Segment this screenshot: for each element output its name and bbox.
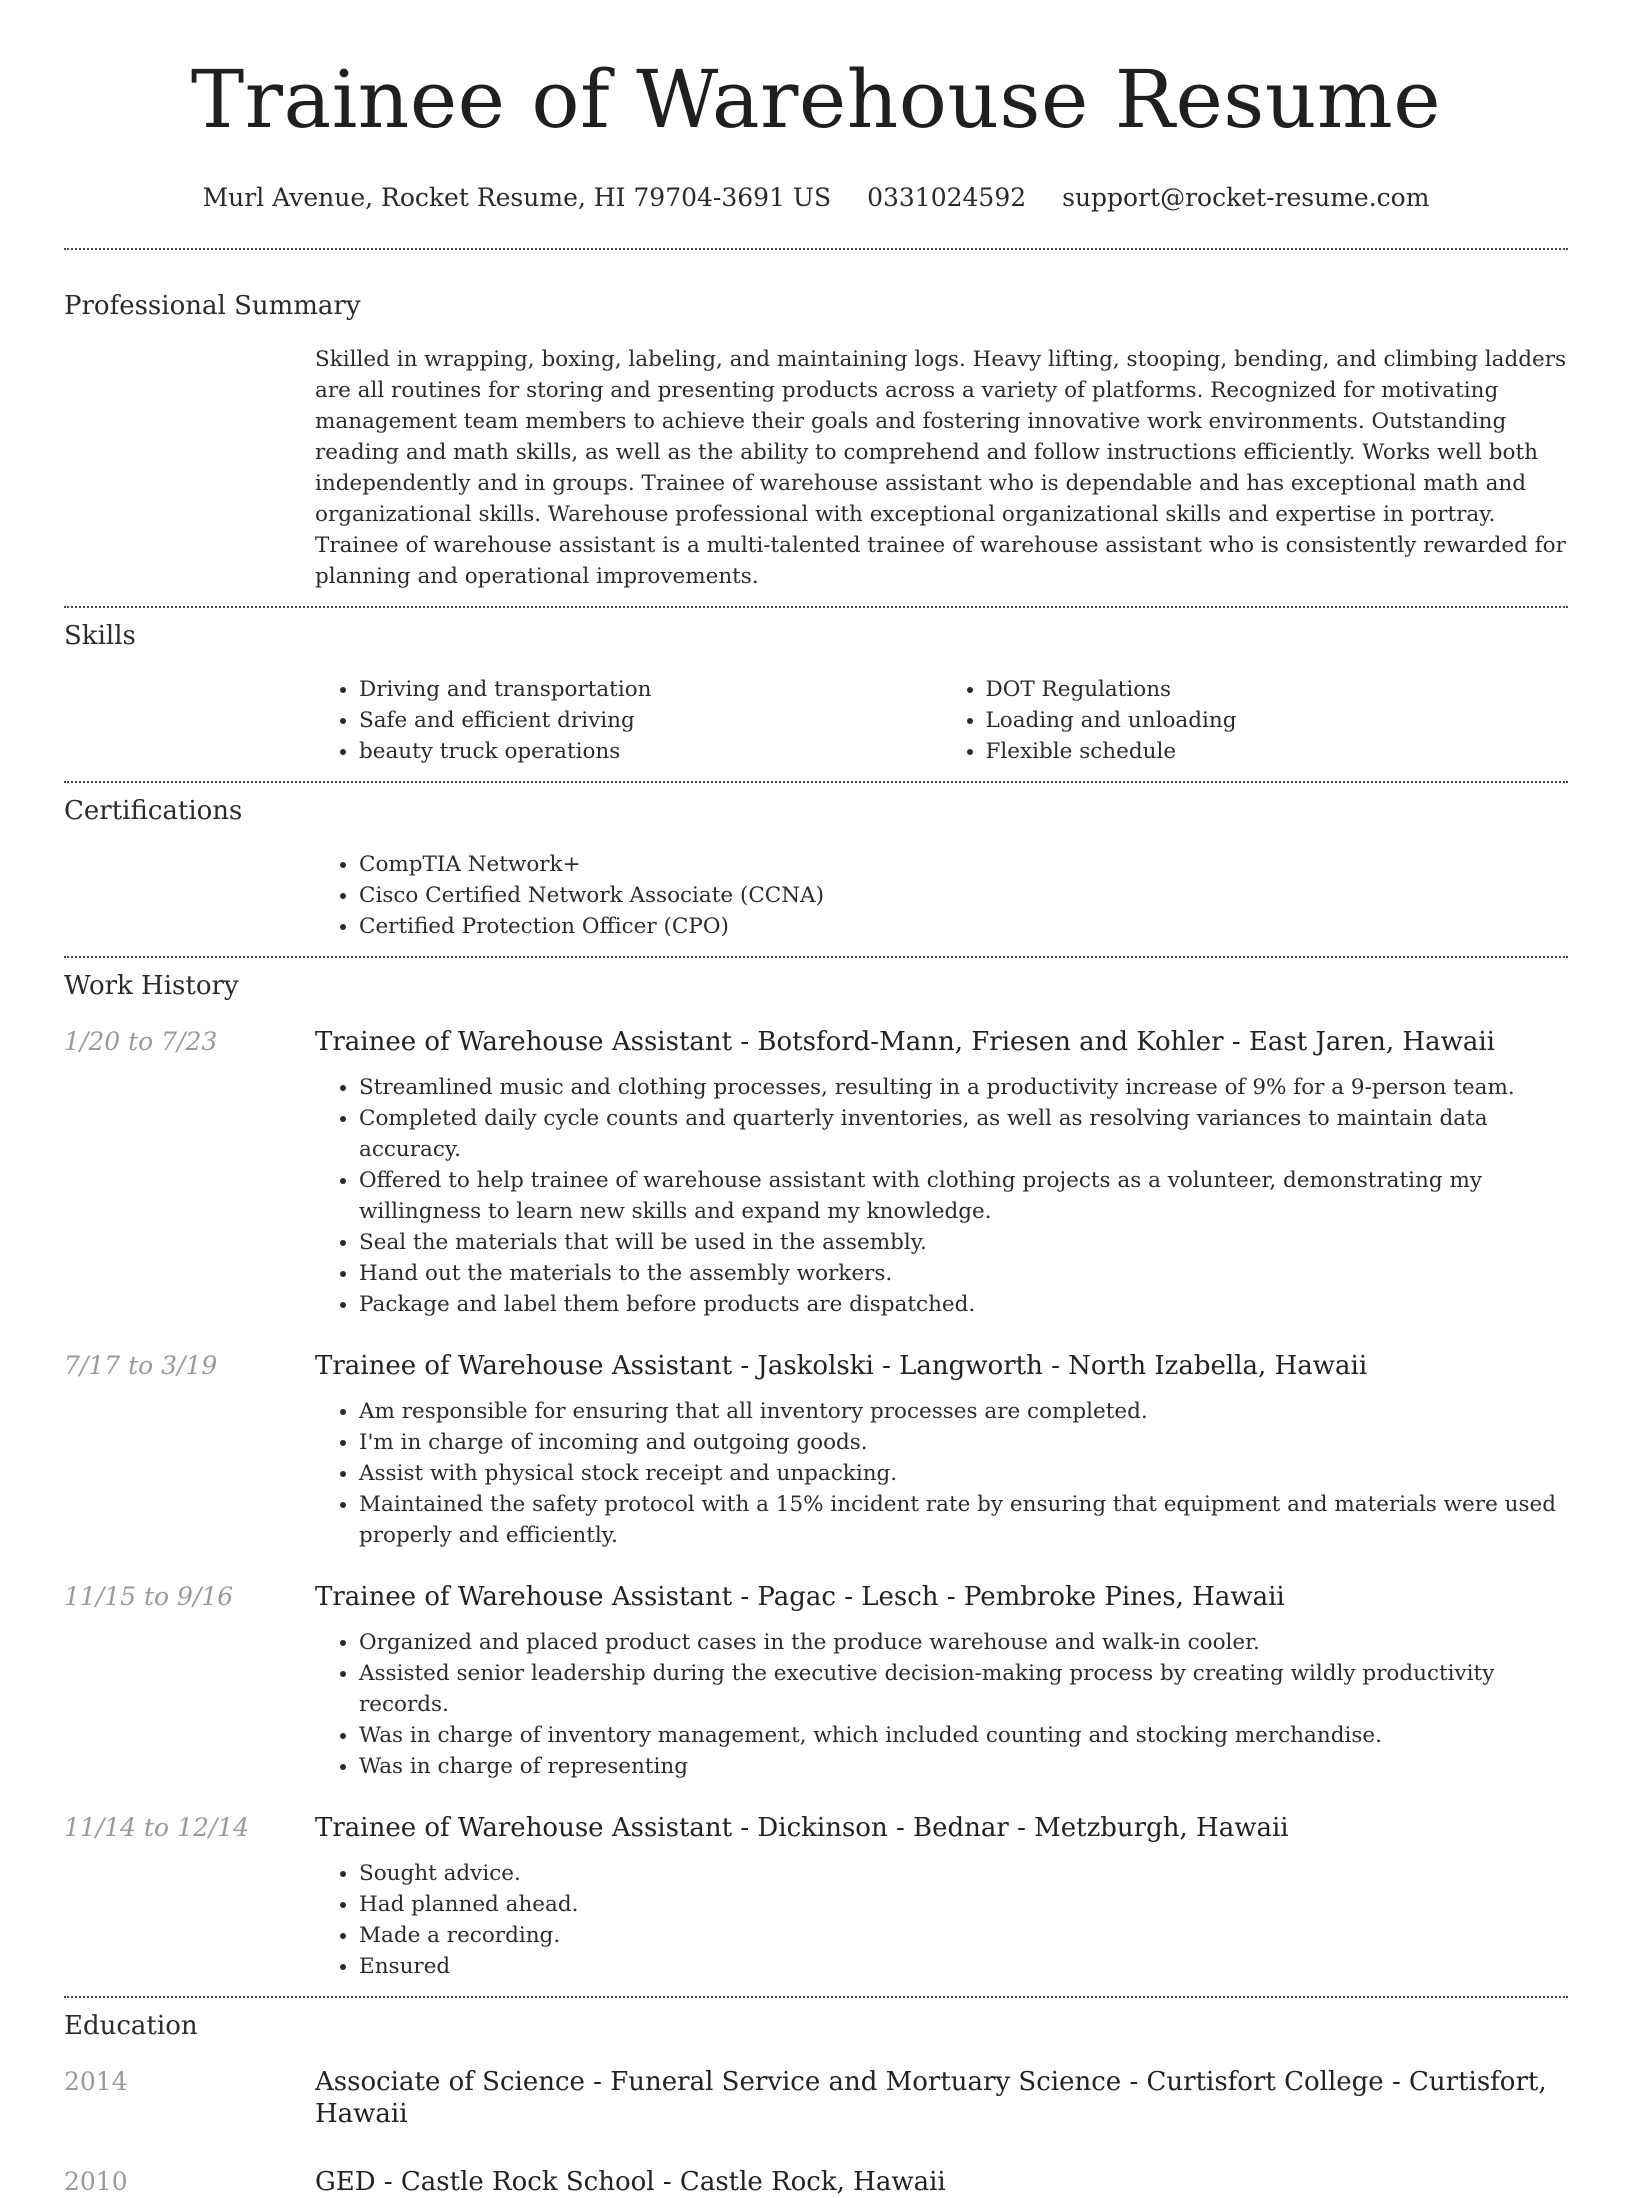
work-entry-body bbox=[315, 1812, 1568, 1982]
education-entry-body bbox=[315, 2166, 1568, 2198]
work-entry bbox=[64, 1026, 1568, 1320]
skill-item: • Loading and unloading bbox=[986, 705, 1569, 736]
job-bullet: • Sought advice. bbox=[359, 1858, 1568, 1889]
section-heading-work-history: Work History bbox=[64, 971, 239, 1001]
job-bullets bbox=[315, 1072, 1568, 1320]
work-entry bbox=[64, 1350, 1568, 1551]
education-entry-body bbox=[315, 2066, 1568, 2130]
work-entry bbox=[64, 1812, 1568, 1982]
certifications-section bbox=[64, 783, 1568, 942]
skills-section bbox=[64, 608, 1568, 767]
certification-item: • Cisco Certified Network Associate (CCNA) bbox=[359, 880, 1568, 911]
certification-item: • Certified Protection Officer (CPO) bbox=[359, 911, 1568, 942]
job-title: Trainee of Warehouse Assistant - Jaskolski - Langworth - North Izabella, Hawaii bbox=[315, 1351, 1368, 1381]
work-date: 7/17 to 3/19 bbox=[64, 1351, 218, 1380]
work-entry-body bbox=[315, 1350, 1568, 1551]
section-heading-skills: Skills bbox=[64, 621, 136, 651]
work-date: 11/14 to 12/14 bbox=[64, 1813, 250, 1842]
job-bullet: • Maintained the safety protocol with a 15% incident rate by ensuring that equipment and materials were used properly and efficiently. bbox=[359, 1489, 1568, 1551]
job-bullet: • Streamlined music and clothing processes, resulting in a productivity increase of 9% for a 9-person team. bbox=[359, 1072, 1568, 1103]
education-date: 2010 bbox=[64, 2167, 128, 2196]
job-bullet: • Hand out the materials to the assembly workers. bbox=[359, 1258, 1568, 1289]
job-bullet: • Seal the materials that will be used in the assembly. bbox=[359, 1227, 1568, 1258]
section-heading-summary: Professional Summary bbox=[64, 291, 361, 321]
summary-content bbox=[315, 344, 1568, 592]
job-bullet: • Made a recording. bbox=[359, 1920, 1568, 1951]
summary-section bbox=[64, 250, 1568, 592]
skill-item: • Safe and efficient driving bbox=[359, 705, 942, 736]
certifications-list bbox=[315, 849, 1568, 942]
job-bullet: • I'm in charge of incoming and outgoing goods. bbox=[359, 1427, 1568, 1458]
certifications-content bbox=[315, 849, 1568, 942]
work-history-section bbox=[64, 958, 1568, 1982]
education-date: 2014 bbox=[64, 2067, 128, 2096]
certification-item: • CompTIA Network+ bbox=[359, 849, 1568, 880]
work-date: 1/20 to 7/23 bbox=[64, 1027, 218, 1056]
skills-list bbox=[315, 674, 1568, 767]
job-bullet: • Ensured bbox=[359, 1951, 1568, 1982]
education-title: GED - Castle Rock School - Castle Rock, Hawaii bbox=[315, 2167, 946, 2197]
section-heading-education: Education bbox=[64, 2011, 198, 2041]
job-title: Trainee of Warehouse Assistant - Pagac - Lesch - Pembroke Pines, Hawaii bbox=[315, 1582, 1285, 1612]
skill-item: • Driving and transportation bbox=[359, 674, 942, 705]
job-title: Trainee of Warehouse Assistant - Botsford-Mann, Friesen and Kohler - East Jaren, Hawaii bbox=[315, 1027, 1495, 1057]
contact-line bbox=[64, 182, 1568, 214]
job-bullet: • Offered to help trainee of warehouse assistant with clothing projects as a volunteer, demonstrating my willingness to learn new skills and expand my knowledge. bbox=[359, 1165, 1568, 1227]
job-title: Trainee of Warehouse Assistant - Dickinson - Bednar - Metzburgh, Hawaii bbox=[315, 1813, 1289, 1843]
job-bullet: • Am responsible for ensuring that all inventory processes are completed. bbox=[359, 1396, 1568, 1427]
job-bullet: • Had planned ahead. bbox=[359, 1889, 1568, 1920]
job-bullet: • Completed daily cycle counts and quarterly inventories, as well as resolving variances to maintain data accuracy. bbox=[359, 1103, 1568, 1165]
education-entry bbox=[64, 2066, 1568, 2130]
job-bullet: • Assist with physical stock receipt and unpacking. bbox=[359, 1458, 1568, 1489]
education-section bbox=[64, 1998, 1568, 2198]
contact-email: support@rocket-resume.com bbox=[1062, 183, 1430, 212]
skills-column-right bbox=[942, 674, 1569, 767]
contact-address: Murl Avenue, Rocket Resume, HI 79704-3691 US bbox=[202, 183, 832, 212]
job-bullet: • Was in charge of inventory management, which included counting and stocking merchandise. bbox=[359, 1720, 1568, 1751]
work-entry-body bbox=[315, 1581, 1568, 1782]
job-bullet: • Assisted senior leadership during the executive decision-making process by creating wildly productivity records. bbox=[359, 1658, 1568, 1720]
work-date: 11/15 to 9/16 bbox=[64, 1582, 234, 1611]
page-title: Trainee of Warehouse Resume bbox=[190, 53, 1442, 146]
education-entry bbox=[64, 2166, 1568, 2198]
education-title: Associate of Science - Funeral Service and Mortuary Science - Curtisfort College - Curtisfort, Hawaii bbox=[315, 2067, 1547, 2129]
job-bullet: • Was in charge of representing bbox=[359, 1751, 1568, 1782]
contact-phone: 0331024592 bbox=[867, 183, 1027, 212]
section-heading-certifications: Certifications bbox=[64, 796, 243, 826]
summary-text: Skilled in wrapping, boxing, labeling, and maintaining logs. Heavy lifting, stooping, bending, and climbing ladders are all routines for storing and presenting products across a variety of platforms. Recognized for motivating management team members to achieve their goals and fostering innovative work environments. Outstanding reading and math skills, as well as the ability to comprehend and follow instructions efficiently. Works well both independently and in groups. Trainee of warehouse assistant who is dependable and has exceptional math and organizational skills. Warehouse professional with exceptional organizational skills and expertise in portray. Trainee of warehouse assistant is a multi-talented trainee of warehouse assistant who is consistently rewarded for planning and operational improvements. bbox=[315, 347, 1567, 589]
job-bullet: • Organized and placed product cases in the produce warehouse and walk-in cooler. bbox=[359, 1627, 1568, 1658]
job-bullet: • Package and label them before products are dispatched. bbox=[359, 1289, 1568, 1320]
skill-item: • Flexible schedule bbox=[986, 736, 1569, 767]
job-bullets bbox=[315, 1858, 1568, 1982]
job-bullets bbox=[315, 1627, 1568, 1782]
work-entry bbox=[64, 1581, 1568, 1782]
skill-item: • beauty truck operations bbox=[359, 736, 942, 767]
resume-header bbox=[64, 0, 1568, 214]
skill-item: • DOT Regulations bbox=[986, 674, 1569, 705]
work-entry-body bbox=[315, 1026, 1568, 1320]
skills-column-left bbox=[315, 674, 942, 767]
job-bullets bbox=[315, 1396, 1568, 1551]
